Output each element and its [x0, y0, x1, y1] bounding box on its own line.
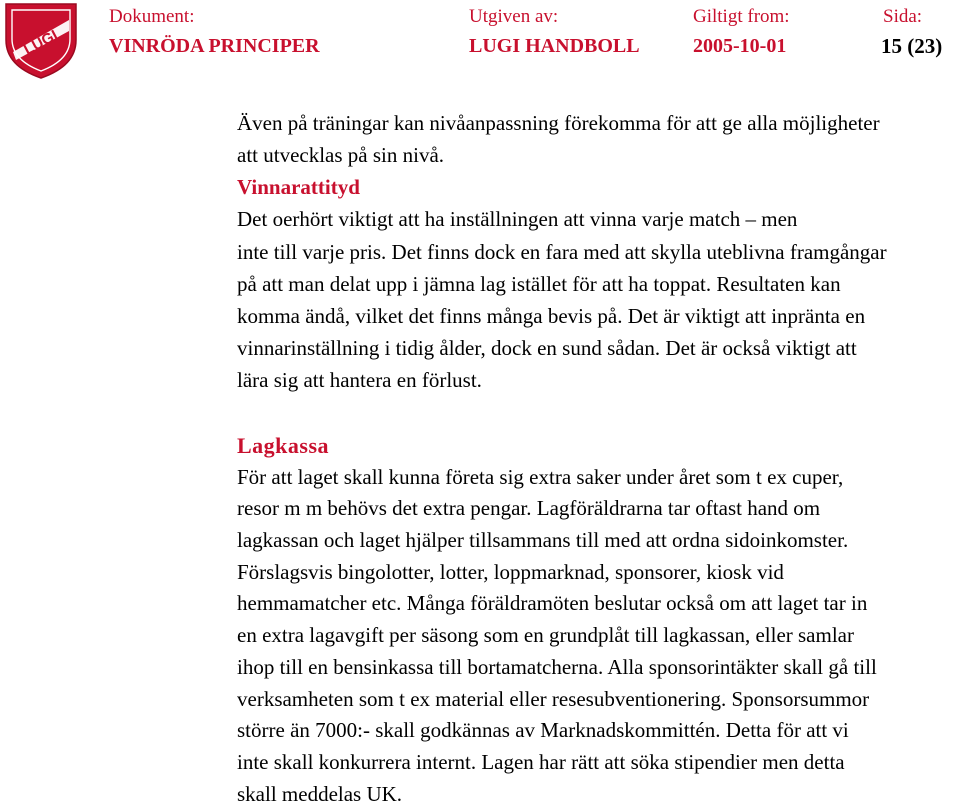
- header-document: [109, 5, 320, 59]
- section1-line: komma ändå, vilket det finns många bevis på. Det är viktigt att inpränta en: [237, 304, 866, 329]
- intro-line: att utvecklas på sin nivå.: [237, 143, 445, 168]
- header-page: [883, 5, 942, 59]
- publisher-value: LUGI HANDBOLL: [469, 35, 640, 57]
- section2-line: en extra lagavgift per säsong som en grundplåt till lagkassan, eller samlar: [237, 623, 854, 648]
- document-body: [237, 107, 952, 810]
- section2-line: resor m m behövs det extra pengar. Lagföräldrarna tar oftast hand om: [237, 496, 821, 521]
- section-heading-lagkassa: Lagkassa: [237, 432, 330, 458]
- document-label: Dokument:: [109, 6, 195, 27]
- logo-text: LUGI: [21, 26, 61, 59]
- section2-line: inte skall konkurrera internt. Lagen har rätt att söka stipendier men detta: [237, 749, 845, 774]
- section1-line: inte till varje pris. Det finns dock en fara med att skylla uteblivna framgångar: [237, 239, 887, 264]
- section2-line: För att laget skall kunna företa sig extra saker under året som t ex cuper,: [237, 464, 844, 489]
- section2-line: lagkassan och laget hjälper tillsammans till med att ordna sidoinkomster.: [237, 528, 849, 553]
- publisher-label: Utgiven av:: [469, 6, 559, 27]
- section2-line: hemmamatcher etc. Många föräldramöten beslutar också om att laget tar in: [237, 591, 868, 616]
- section-heading-vinnarattityd: Vinnarattityd: [237, 175, 360, 200]
- section2-line: Förslagsvis bingolotter, lotter, loppmarknad, sponsorer, kiosk vid: [237, 559, 784, 584]
- page-number: 15 (23): [881, 34, 943, 58]
- section1-line: vinnarinställning i tidig ålder, dock en sund sådan. Det är också viktigt att: [237, 336, 857, 361]
- valid-from-label: Giltigt from:: [693, 6, 790, 27]
- section2-line: skall meddelas UK.: [237, 781, 403, 806]
- intro-line: Även på träningar kan nivåanpassning förekomma för att ge alla möjligheter: [237, 111, 880, 135]
- section1-line: lära sig att hantera en förlust.: [237, 368, 482, 393]
- header-publisher: [469, 5, 640, 59]
- section2-line: större än 7000:- skall godkännas av Marknadskommittén. Detta för att vi: [237, 718, 849, 743]
- header-valid-from: [693, 5, 790, 59]
- section1-line: Det oerhört viktigt att ha inställningen att vinna varje match – men: [237, 207, 798, 232]
- lugi-logo: [2, 0, 80, 80]
- section2-line: ihop till en bensinkassa till bortamatcherna. Alla sponsorintäkter skall gå till: [237, 654, 877, 679]
- valid-from-value: 2005-10-01: [693, 35, 787, 57]
- page-label: Sida:: [883, 6, 923, 27]
- document-value: VINRÖDA PRINCIPER: [109, 35, 320, 57]
- section1-line: på att man delat upp i jämna lag istället för att ha toppat. Resultaten kan: [237, 271, 841, 296]
- section2-line: verksamheten som t ex material eller resesubventionering. Sponsorsummor: [237, 686, 870, 711]
